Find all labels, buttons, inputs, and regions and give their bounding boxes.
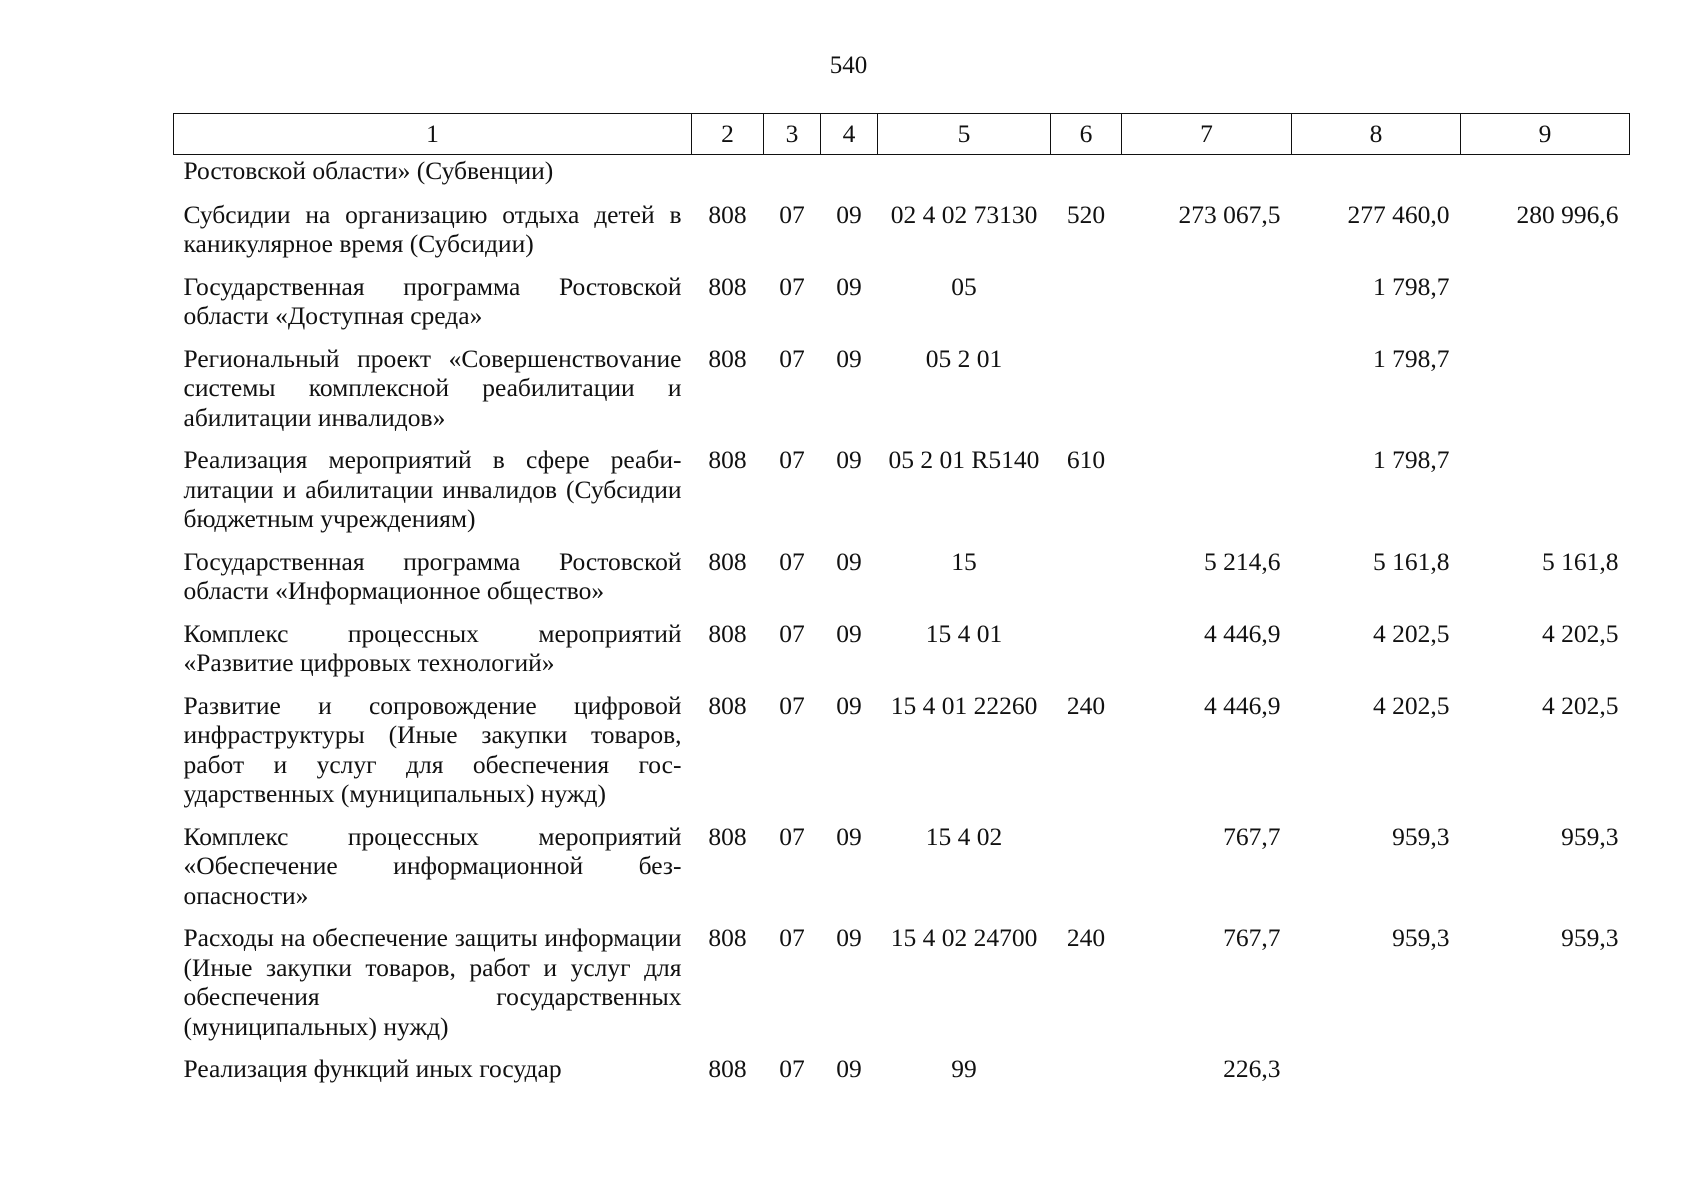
cell-target-code: 05 2 01 R5140 [888, 445, 1040, 474]
cell-target-code: 15 4 02 24700 [890, 923, 1038, 952]
cell-ministry-code: 808 [708, 445, 747, 474]
cell-section-code [764, 155, 821, 189]
cell-amount-1 [1122, 333, 1292, 435]
table-row [174, 811, 1630, 913]
cell-subsection-code: 09 [836, 923, 862, 952]
cell-amount-2: 4 202,5 [1373, 618, 1450, 648]
cell-name: Комплекс процессных мероприятий «Обеспечение информационной безопасности» [183, 821, 682, 910]
column-header: 4 [821, 114, 878, 155]
cell-expense-type [1051, 261, 1122, 333]
table-row [174, 1043, 1630, 1086]
table-row [174, 261, 1630, 333]
cell-section-code: 07 [779, 199, 805, 229]
cell-amount-3 [1461, 155, 1630, 189]
cell-amount-2: 1 798,7 [1373, 343, 1450, 373]
cell-name: Реализация мероприятий в сфере реабилитации и абилитации инвалидов (Субсидии бюджетным учреждениям) [183, 445, 682, 533]
table-row [174, 608, 1630, 680]
cell-name: Расходы на обеспечение защиты информации (Иные закупки товаров, работ и услуг для обеспечения государственных (муниципальных) нужд) [183, 923, 682, 1041]
cell-amount-3: 4 202,5 [1542, 690, 1619, 720]
cell-amount-1 [1122, 155, 1292, 189]
cell-amount-3: 280 996,6 [1516, 199, 1619, 229]
cell-amount-2: 959,3 [1392, 821, 1450, 851]
page-number: 540 [829, 52, 868, 79]
cell-amount-3: 959,3 [1561, 821, 1619, 851]
cell-amount-2: 1 798,7 [1373, 445, 1450, 474]
cell-subsection-code: 09 [836, 343, 862, 373]
cell-section-code: 07 [779, 821, 805, 851]
cell-amount-2: 4 202,5 [1373, 690, 1450, 720]
cell-subsection-code: 09 [836, 546, 862, 576]
cell-section-code: 07 [779, 271, 805, 301]
cell-subsection-code: 09 [836, 1054, 862, 1083]
table-row [174, 536, 1630, 608]
cell-subsection-code: 09 [836, 271, 862, 301]
cell-target-code: 15 [951, 546, 977, 576]
table-row [174, 680, 1630, 811]
column-header: 6 [1051, 114, 1122, 155]
cell-ministry-code: 808 [708, 690, 747, 720]
cell-subsection-code: 09 [836, 618, 862, 648]
table-row [174, 189, 1630, 261]
cell-amount-3 [1461, 434, 1630, 536]
cell-amount-2: 1 798,7 [1373, 271, 1450, 301]
cell-target-code: 99 [951, 1054, 977, 1083]
cell-amount-2 [1292, 1043, 1461, 1086]
cell-section-code: 07 [779, 923, 805, 952]
cell-name: Государственная программа Ростовской области «Доступная среда» [183, 271, 682, 330]
column-header: 3 [764, 114, 821, 155]
cell-amount-2 [1292, 155, 1461, 189]
cell-expense-type [1051, 536, 1122, 608]
cell-ministry-code: 808 [708, 199, 747, 229]
cell-ministry-code: 808 [708, 271, 747, 301]
cell-amount-1: 767,7 [1223, 821, 1281, 851]
cell-amount-3: 959,3 [1561, 923, 1619, 952]
cell-expense-type [1051, 155, 1122, 189]
cell-section-code: 07 [779, 690, 805, 720]
cell-subsection-code: 09 [836, 690, 862, 720]
cell-ministry-code: 808 [708, 821, 747, 851]
column-header: 7 [1122, 114, 1292, 155]
cell-target-code: 05 [951, 271, 977, 301]
cell-ministry-code: 808 [708, 618, 747, 648]
cell-target-code: 02 4 02 73130 [890, 199, 1038, 229]
cell-expense-type: 240 [1066, 690, 1106, 720]
column-header: 8 [1292, 114, 1461, 155]
cell-amount-1: 4 446,9 [1204, 618, 1281, 648]
cell-amount-2: 5 161,8 [1373, 546, 1450, 576]
column-header: 1 [174, 114, 692, 155]
cell-name: Развитие и сопровождение цифровой инфраструктуры (Иные закупки товаров, работ и услуг для обеспечения государственных (муниципальных) нужд) [183, 690, 682, 808]
table-row [174, 912, 1630, 1043]
cell-subsection-code: 09 [836, 199, 862, 229]
cell-amount-1: 767,7 [1223, 923, 1281, 952]
cell-amount-1: 5 214,6 [1204, 546, 1281, 576]
cell-name: Ростовской области» (Субвенции) [183, 156, 554, 185]
cell-expense-type: 610 [1066, 445, 1106, 474]
cell-target-code: 05 2 01 [925, 343, 1003, 373]
cell-name: Государственная программа Ростовской области «Информационное общество» [183, 546, 682, 605]
cell-amount-2: 959,3 [1392, 923, 1450, 952]
table-body [174, 155, 1630, 1086]
table-row [174, 155, 1630, 189]
column-header: 5 [878, 114, 1051, 155]
cell-amount-1 [1122, 434, 1292, 536]
cell-ministry-code: 808 [708, 1054, 747, 1083]
cell-name: Комплекс процессных мероприятий «Развитие цифровых технологий» [183, 618, 682, 677]
cell-section-code: 07 [779, 445, 805, 474]
cell-section-code: 07 [779, 618, 805, 648]
cell-amount-1: 226,3 [1223, 1054, 1281, 1083]
cell-target-code: 15 4 02 [925, 821, 1003, 851]
cell-expense-type [1051, 1043, 1122, 1086]
cell-subsection-code [821, 155, 878, 189]
cell-target-code: 15 4 01 22260 [890, 690, 1038, 720]
table-row [174, 333, 1630, 435]
cell-ministry-code: 808 [708, 343, 747, 373]
cell-ministry-code [692, 155, 764, 189]
cell-amount-1: 4 446,9 [1204, 690, 1281, 720]
cell-amount-3: 5 161,8 [1542, 546, 1619, 576]
cell-amount-1: 273 067,5 [1178, 199, 1281, 229]
cell-subsection-code: 09 [836, 445, 862, 474]
cell-expense-type: 520 [1066, 199, 1106, 229]
cell-name: Региональный проект «Совершенствоvание системы комплексной реабилитации и абилитации инвалидов» [183, 343, 682, 432]
cell-name: Субсидии на организацию отдыха детей в каникулярное время (Субсидии) [183, 199, 682, 258]
cell-section-code: 07 [779, 1054, 805, 1083]
cell-amount-2: 277 460,0 [1347, 199, 1450, 229]
budget-table [173, 113, 1630, 1086]
cell-section-code: 07 [779, 343, 805, 373]
column-header: 2 [692, 114, 764, 155]
cell-target-code [878, 155, 1051, 189]
cell-name: Реализация функций иных государ [183, 1054, 562, 1083]
cell-ministry-code: 808 [708, 923, 747, 952]
cell-amount-3 [1461, 333, 1630, 435]
cell-expense-type: 240 [1066, 923, 1106, 952]
cell-amount-3: 4 202,5 [1542, 618, 1619, 648]
cell-expense-type [1051, 333, 1122, 435]
cell-expense-type [1051, 811, 1122, 913]
cell-amount-3 [1461, 261, 1630, 333]
cell-subsection-code: 09 [836, 821, 862, 851]
cell-expense-type [1051, 608, 1122, 680]
cell-amount-1 [1122, 261, 1292, 333]
cell-section-code: 07 [779, 546, 805, 576]
cell-amount-3 [1461, 1043, 1630, 1086]
header-row [174, 114, 1630, 155]
cell-target-code: 15 4 01 [925, 618, 1003, 648]
column-header: 9 [1461, 114, 1630, 155]
table-row [174, 434, 1630, 536]
cell-ministry-code: 808 [708, 546, 747, 576]
